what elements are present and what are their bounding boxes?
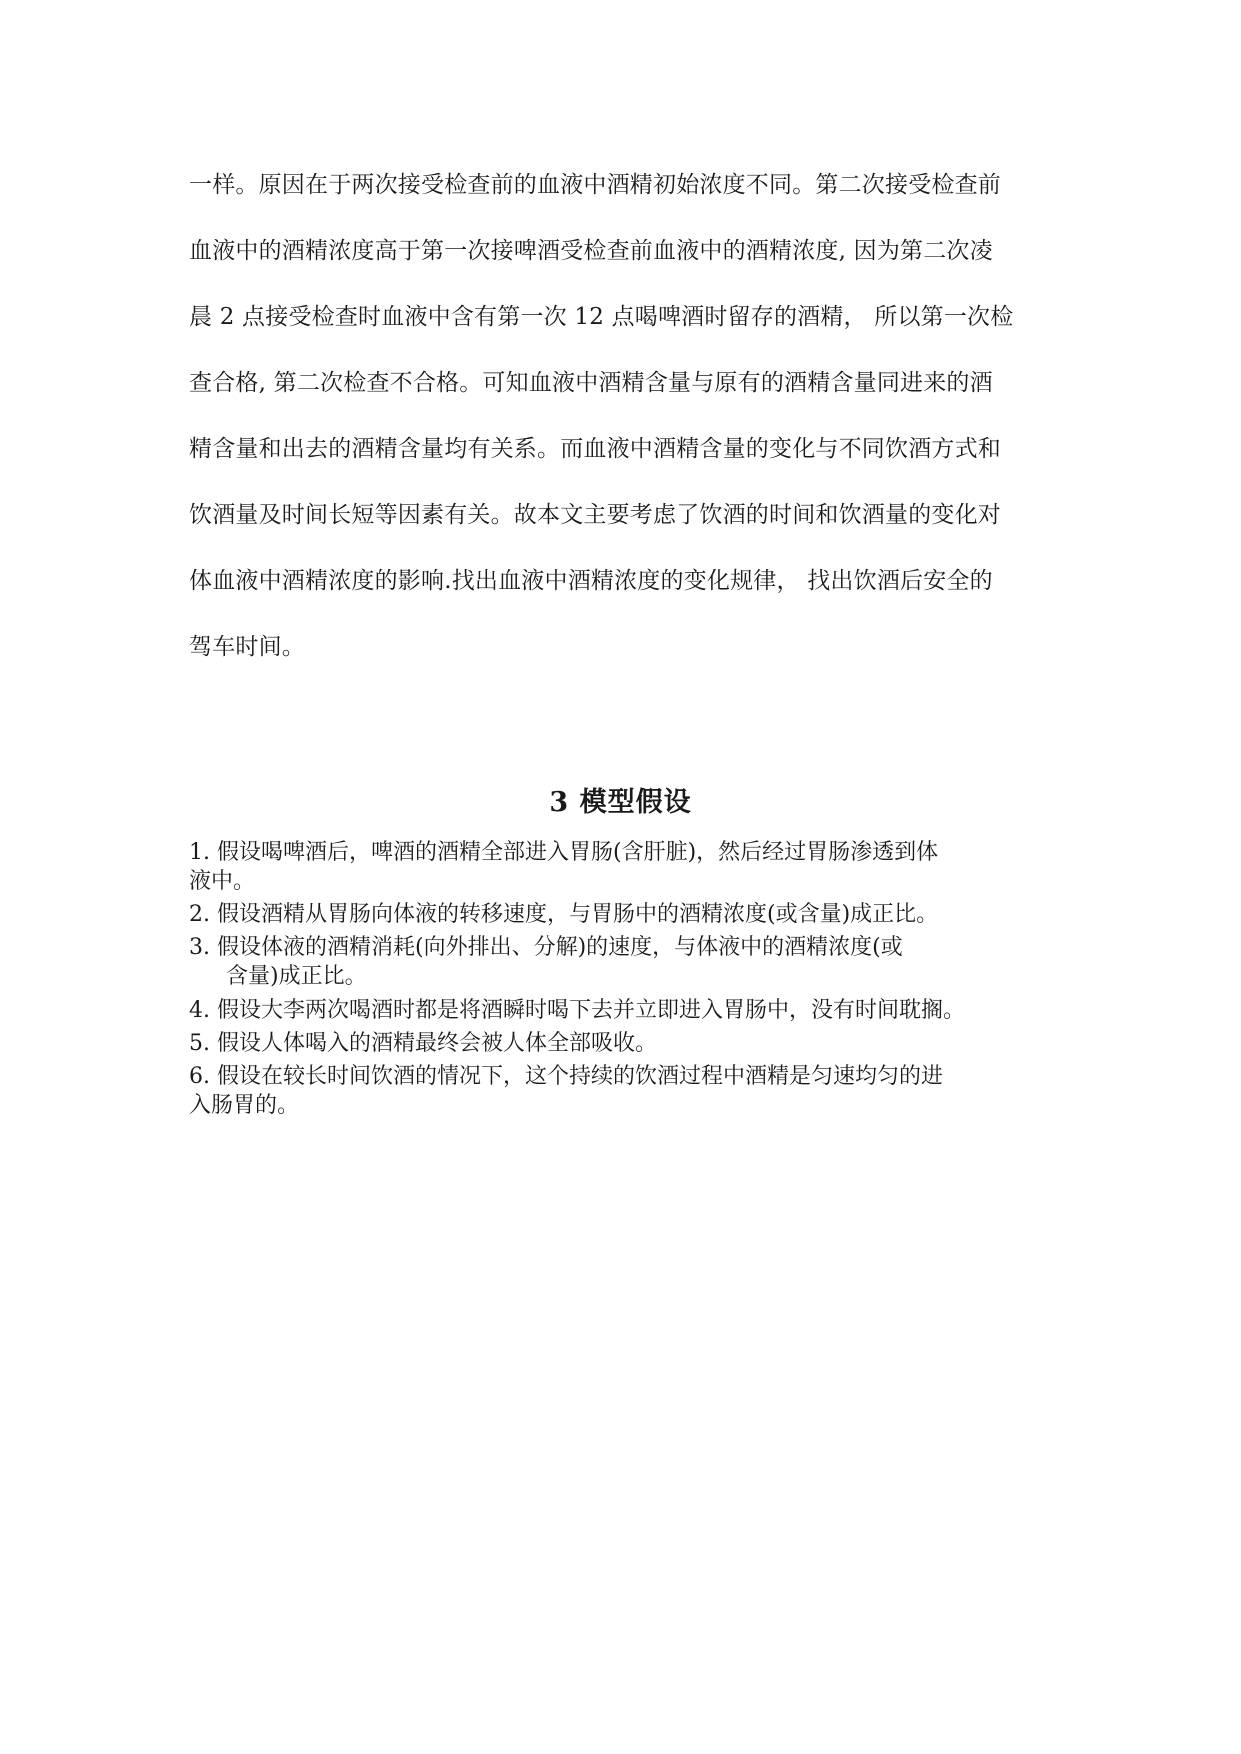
- paragraph-line: 查合格, 第二次检查不合格。可知血液中酒精含量与原有的酒精含量同进来的酒: [189, 370, 993, 396]
- assumption-item: 4. 假设大李两次喝酒时都是将酒瞬时喝下去并立即进入胃肠中，没有时间耽搁。: [189, 998, 965, 1023]
- paragraph-line: 精含量和出去的酒精含量均有关系。而血液中酒精含量的变化与不同饮酒方式和: [189, 436, 1001, 462]
- assumption-item: 5. 假设人体喝入的酒精最终会被人体全部吸收。: [189, 1031, 657, 1056]
- assumption-item: 6. 假设在较长时间饮酒的情况下，这个持续的饮酒过程中酒精是匀速均匀的进: [189, 1064, 943, 1089]
- assumption-item: 3. 假设体液的酒精消耗(向外排出、分解)的速度，与体液中的酒精浓度(或: [189, 935, 903, 960]
- assumption-item-continuation: 入肠胃的。: [189, 1093, 300, 1118]
- assumption-item: 1. 假设喝啤酒后，啤酒的酒精全部进入胃肠(含肝脏)，然后经过胃肠渗透到体: [189, 840, 939, 865]
- section-heading: 3 模型假设: [549, 787, 692, 818]
- assumption-item-continuation: 含量)成正比。: [226, 964, 367, 989]
- paragraph-line: 饮酒量及时间长短等因素有关。故本文主要考虑了饮酒的时间和饮酒量的变化对: [189, 502, 1001, 528]
- paragraph-line: 体血液中酒精浓度的影响.找出血液中酒精浓度的变化规律， 找出饮酒后安全的: [189, 568, 993, 594]
- paragraph-line: 血液中的酒精浓度高于第一次接啤酒受检查前血液中的酒精浓度, 因为第二次凌: [189, 238, 993, 264]
- paragraph-line: 晨 2 点接受检查时血液中含有第一次 12 点喝啤酒时留存的酒精， 所以第一次检: [189, 304, 1014, 330]
- assumption-item-continuation: 液中。: [189, 869, 256, 894]
- paragraph-line: 驾车时间。: [189, 634, 305, 660]
- paragraph-line: 一样。原因在于两次接受检查前的血液中酒精初始浓度不同。第二次接受检查前: [189, 172, 1001, 198]
- assumption-item: 2. 假设酒精从胃肠向体液的转移速度，与胃肠中的酒精浓度(或含量)成正比。: [189, 902, 939, 927]
